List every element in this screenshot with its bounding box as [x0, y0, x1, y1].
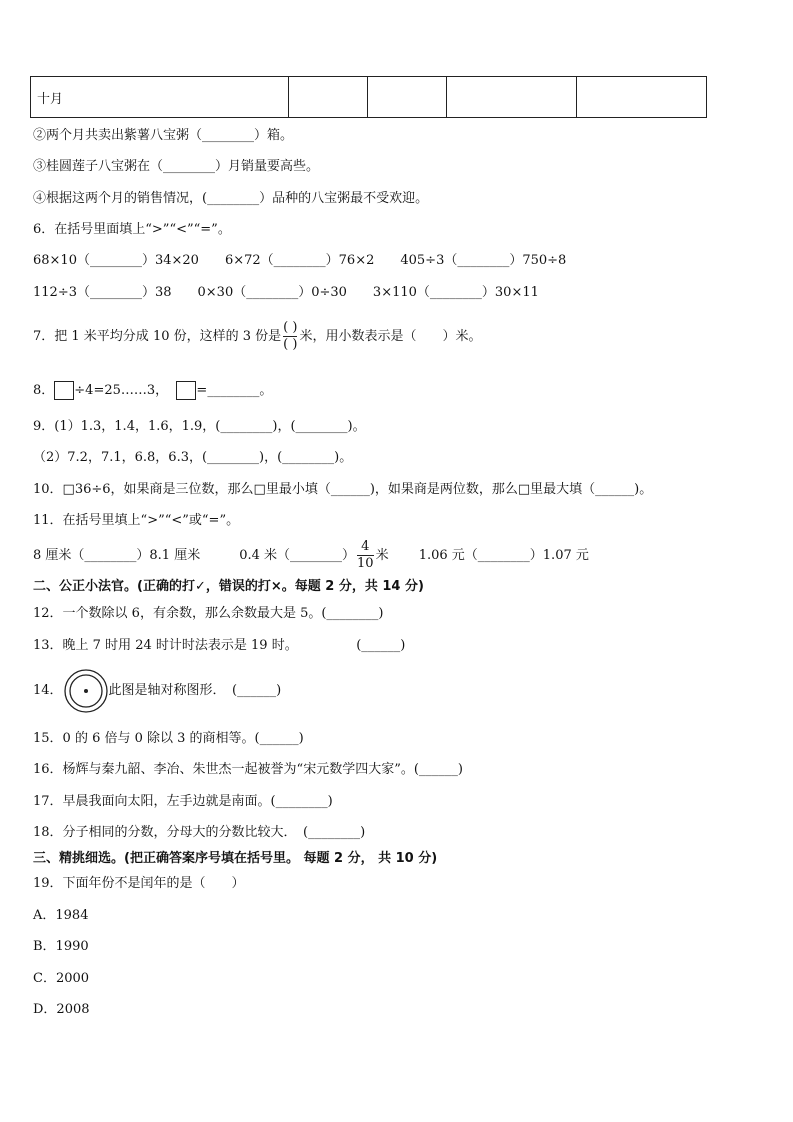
question-11: 11．在括号里填上“>”“<”或“=”。 [33, 513, 240, 528]
table-cell-empty[interactable] [289, 77, 368, 118]
question-9: 9．(1）1.3，1.4，1.6，1.9，(________)，(________)。 [33, 419, 366, 434]
question-12: 12．一个数除以 6，有余数，那么余数最大是 5。(________) [33, 606, 384, 621]
question-line: 112÷3（________）38 0×30（________）0÷30 3×110（________）30×11 [33, 285, 539, 300]
option-c[interactable]: C．2000 [33, 971, 90, 986]
fraction [283, 320, 297, 353]
q14-text: 此图是轴对称图形． (______) [108, 683, 282, 698]
denominator-blank[interactable]: ( ) [283, 337, 298, 352]
q11-text-a: 8 厘米（________）8.1 厘米 0.4 米（________） [33, 548, 356, 563]
section-heading-3: 三、精挑细选。(把正确答案序号填在括号里。 每题 2 分， 共 10 分) [33, 851, 438, 866]
question-17: 17．早晨我面向太阳，左手边就是南面。(________) [33, 794, 333, 809]
numerator-blank[interactable]: ( ) [283, 320, 298, 335]
question-7 [33, 316, 481, 358]
table-cell-empty[interactable] [577, 77, 707, 118]
question-line: 68×10（________）34×20 6×72（________）76×2 405÷3（________）750÷8 [33, 253, 567, 268]
q8-text: ÷4=25……3， [74, 383, 169, 398]
denominator: 10 [357, 556, 374, 571]
q8-label: 8． [33, 383, 55, 398]
question-line: ③桂圆莲子八宝粥在（________）月销量要高些。 [33, 159, 320, 174]
answer-box[interactable] [54, 381, 74, 400]
option-d[interactable]: D．2008 [33, 1002, 90, 1017]
q8-text-b: =________。 [196, 383, 273, 398]
q11-text-b: 米 1.06 元（________）1.07 元 [375, 548, 589, 563]
option-b[interactable]: B．1990 [33, 939, 89, 954]
numerator: 4 [361, 539, 370, 554]
q7-text-a: 7．把 1 米平均分成 10 份，这样的 3 份是 [33, 329, 282, 344]
q14-label: 14． [33, 683, 63, 698]
table-cell-month: 十月 [31, 77, 289, 118]
question-16: 16．杨辉与秦九韶、李冶、朱世杰一起被誉为“宋元数学四大家”。(______) [33, 762, 463, 777]
question-line [33, 536, 589, 576]
question-line: ②两个月共卖出紫薯八宝粥（________）箱。 [33, 128, 294, 143]
question-19: 19．下面年份不是闰年的是（ ） [33, 876, 245, 891]
option-a[interactable]: A．1984 [33, 908, 89, 923]
question-line: ④根据这两个月的销售情况，(________）品种的八宝粥最不受欢迎。 [33, 191, 429, 206]
question-14 [33, 667, 281, 715]
question-18: 18．分子相同的分数，分母大的分数比较大． (________) [33, 825, 366, 840]
q7-text-b: 米，用小数表示是（ ）米。 [299, 329, 482, 344]
fraction [357, 539, 374, 572]
question-8 [33, 381, 272, 400]
answer-box[interactable] [176, 381, 196, 400]
question-line: （2）7.2，7.1，6.8，6.3，(________)，(________)。 [33, 450, 353, 465]
question-10: 10．□36÷6，如果商是三位数，那么□里最小填（______)，如果商是两位数，那么□里最大填（______)。 [33, 482, 653, 497]
question-6: 6．在括号里面填上“>”“<”“=”。 [33, 222, 231, 237]
section-heading-2: 二、公正小法官。(正确的打✓，错误的打×。每题 2 分，共 14 分) [33, 579, 424, 594]
sales-table [30, 76, 707, 118]
question-15: 15．0 的 6 倍与 0 除以 3 的商相等。(______) [33, 731, 304, 746]
table-cell-empty[interactable] [368, 77, 447, 118]
concentric-circles-icon [63, 668, 109, 714]
table-row [31, 77, 707, 118]
question-13: 13．晚上 7 时用 24 时计时法表示是 19 时。 (______) [33, 638, 406, 653]
table-cell-empty[interactable] [447, 77, 577, 118]
